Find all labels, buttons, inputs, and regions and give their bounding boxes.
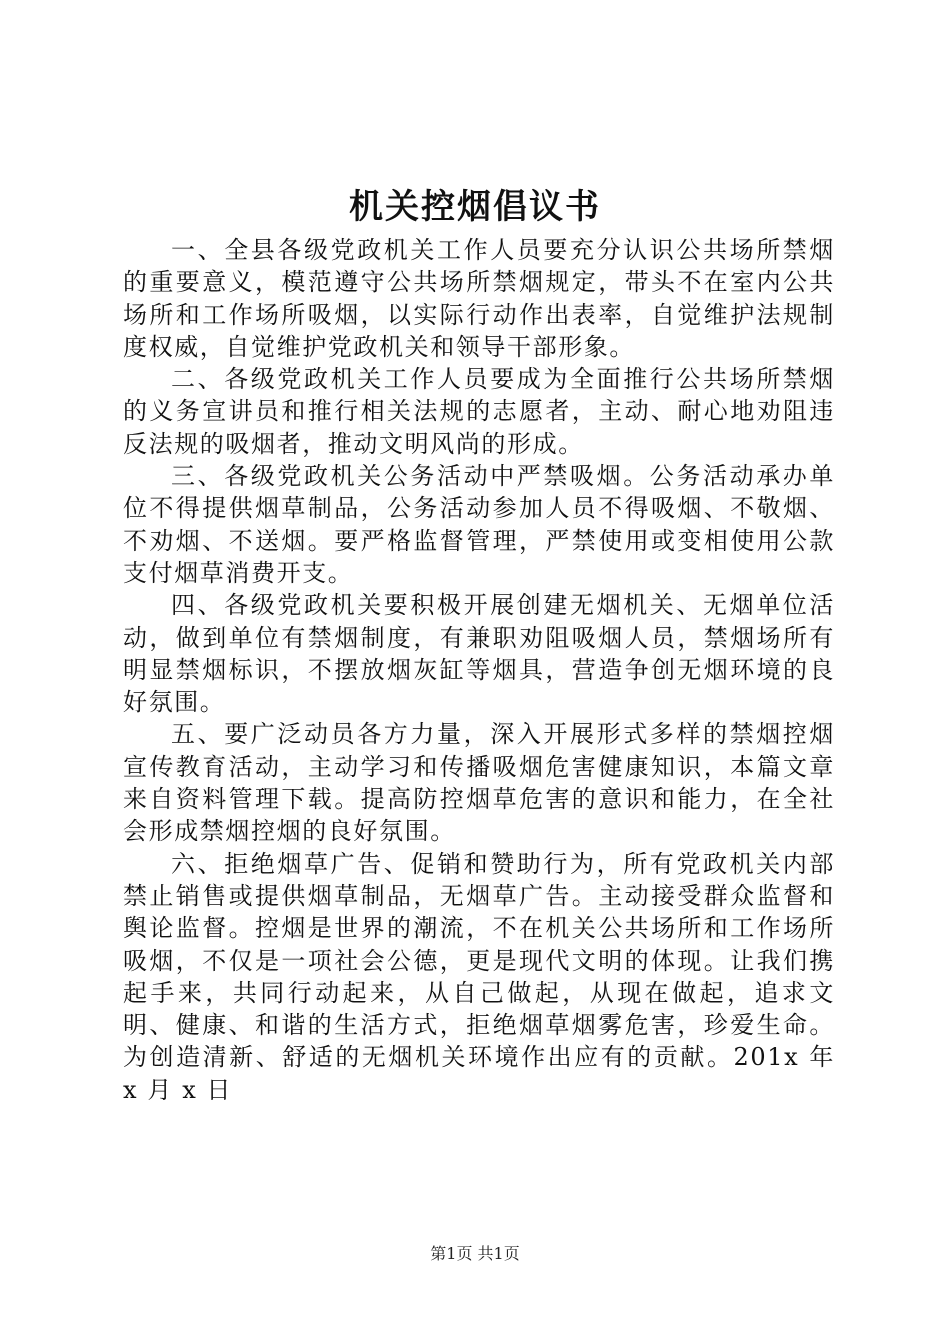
paragraph-1: 一、全县各级党政机关工作人员要充分认识公共场所禁烟的重要意义，模范遵守公共场所禁烟规定，带头不在室内公共场所和工作场所吸烟，以实际行动作出表率，自觉维护法规制度权威，自觉维护党政机关和领导干部形象。 (123, 236, 835, 361)
paragraph-3: 三、各级党政机关公务活动中严禁吸烟。公务活动承办单位不得提供烟草制品，公务活动参加人员不得吸烟、不敬烟、不劝烟、不送烟。要严格监督管理，严禁使用或变相使用公款支付烟草消费开支。 (123, 462, 835, 587)
document-body (123, 234, 835, 1106)
paragraph-4: 四、各级党政机关要积极开展创建无烟机关、无烟单位活动，做到单位有禁烟制度，有兼职劝阻吸烟人员，禁烟场所有明显禁烟标识，不摆放烟灰缸等烟具，营造争创无烟环境的良好氛围。 (123, 591, 835, 717)
paragraph-6: 六、拒绝烟草广告、促销和赞助行为，所有党政机关内部禁止销售或提供烟草制品，无烟草广告。主动接受群众监督和舆论监督。控烟是世界的潮流，不在机关公共场所和工作场所吸烟，不仅是一项社会公德，更是现代文明的体现。让我们携起手来，共同行动起来，从自己做起，从现在做起，追求文明、健康、和谐的生活方式，拒绝烟草烟雾危害，珍爱生命。为创造清新、舒适的无烟机关环境作出应有的贡献。201x 年 x 月 x 日 (123, 849, 835, 1104)
paragraph-2: 二、各级党政机关工作人员要成为全面推行公共场所禁烟的义务宣讲员和推行相关法规的志愿者，主动、耐心地劝阻违反法规的吸烟者，推动文明风尚的形成。 (123, 365, 835, 458)
page-indicator: 第1页 共1页 (430, 1244, 520, 1263)
document-title: 机关控烟倡议书 (349, 187, 601, 227)
paragraph-5: 五、要广泛动员各方力量，深入开展形式多样的禁烟控烟宣传教育活动，主动学习和传播吸烟危害健康知识，本篇文章来自资料管理下载。提高防控烟草危害的意识和能力，在全社会形成禁烟控烟的良好氛围。 (123, 720, 835, 846)
